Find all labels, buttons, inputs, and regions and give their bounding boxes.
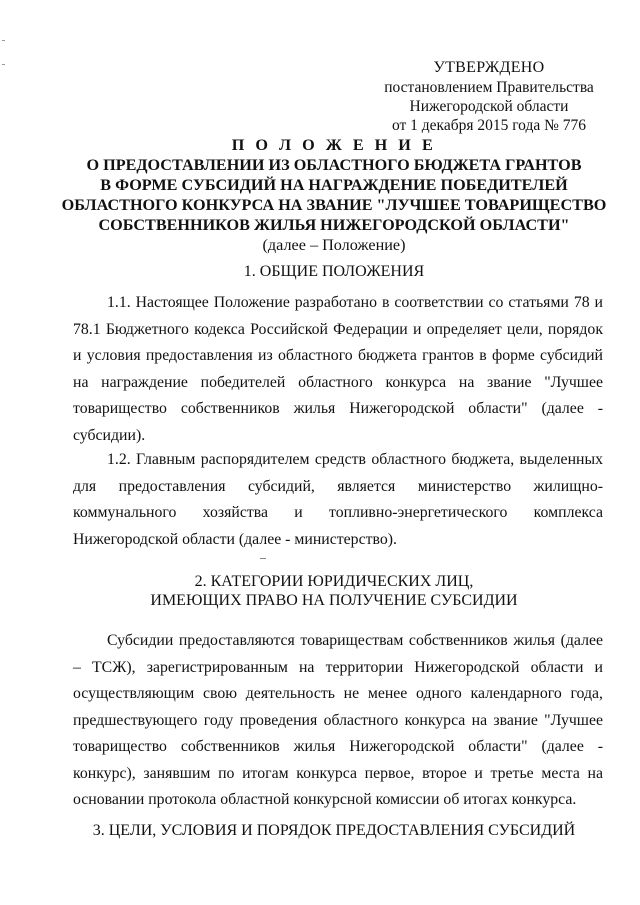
approval-line: от 1 декабря 2015 года № 776: [391, 117, 587, 134]
title-note: (далее – Положение): [262, 236, 406, 254]
approval-stamp: [378, 58, 600, 135]
title-line: СОБСТВЕННИКОВ ЖИЛЬЯ НИЖЕГОРОДСКОЙ ОБЛАСТИ": [98, 216, 570, 234]
title-line: О ПРЕДОСТАВЛЕНИИ ИЗ ОБЛАСТНОГО БЮДЖЕТА ГРАНТОВ: [86, 156, 582, 174]
paragraph-2: Субсидии предоставляются товариществам собственников жилья (далее – ТСЖ), зарегистрированным на территории Нижегородской области и осуществляющим свою деятельность не менее одного календарного года, предшествующего году проведения областного конкурса на звание "Лучшее товарищество собственников жилья Нижегородской области" (далее - конкурс), занявшим по итогам конкурса первое, второе и третье места на основании протокола областной конкурсной комиссии об итогах конкурса.: [73, 632, 603, 808]
scan-speck: [260, 558, 266, 559]
paragraph-1-1: 1.1. Настоящее Положение разработано в соответствии со статьями 78 и 78.1 Бюджетного кодекса Российской Федерации и определяет цели, порядок и условия предоставления из областного бюджета грантов в форме субсидий на награждение победителей областного конкурса на звание "Лучшее товарищество собственников жилья Нижегородской области" (далее - субсидии).: [73, 294, 603, 444]
scan-edge-mark: [2, 40, 5, 41]
section-heading-1: 1. ОБЩИЕ ПОЛОЖЕНИЯ: [243, 263, 425, 280]
title-line: ОБЛАСТНОГО КОНКУРСА НА ЗВАНИЕ "ЛУЧШЕЕ ТОВАРИЩЕСТВО: [61, 196, 607, 214]
title-word: П О Л О Ж Е Н И Е: [231, 136, 437, 154]
scan-edge-mark: [2, 64, 5, 65]
approval-heading: УТВЕРЖДЕНО: [433, 59, 545, 76]
section-heading-2: 2. КАТЕГОРИИ ЮРИДИЧЕСКИХ ЛИЦ, ИМЕЮЩИХ ПРАВО НА ПОЛУЧЕНИЕ СУБСИДИИ: [150, 573, 518, 609]
paragraph-1-2: 1.2. Главным распорядителем средств областного бюджета, выделенных для предоставления субсидий, является министерство жилищно-коммунального хозяйства и топливно-энергетического комплекса Нижегородской области (далее - министерство).: [73, 451, 603, 548]
section-heading-3: 3. ЦЕЛИ, УСЛОВИЯ И ПОРЯДОК ПРЕДОСТАВЛЕНИЯ СУБСИДИЙ: [92, 822, 576, 839]
title-line: В ФОРМЕ СУБСИДИЙ НА НАГРАЖДЕНИЕ ПОБЕДИТЕЛЕЙ: [100, 176, 568, 194]
approval-line: Нижегородской области: [409, 98, 569, 115]
document-title: [60, 135, 608, 255]
approval-line: постановлением Правительства: [384, 79, 594, 96]
